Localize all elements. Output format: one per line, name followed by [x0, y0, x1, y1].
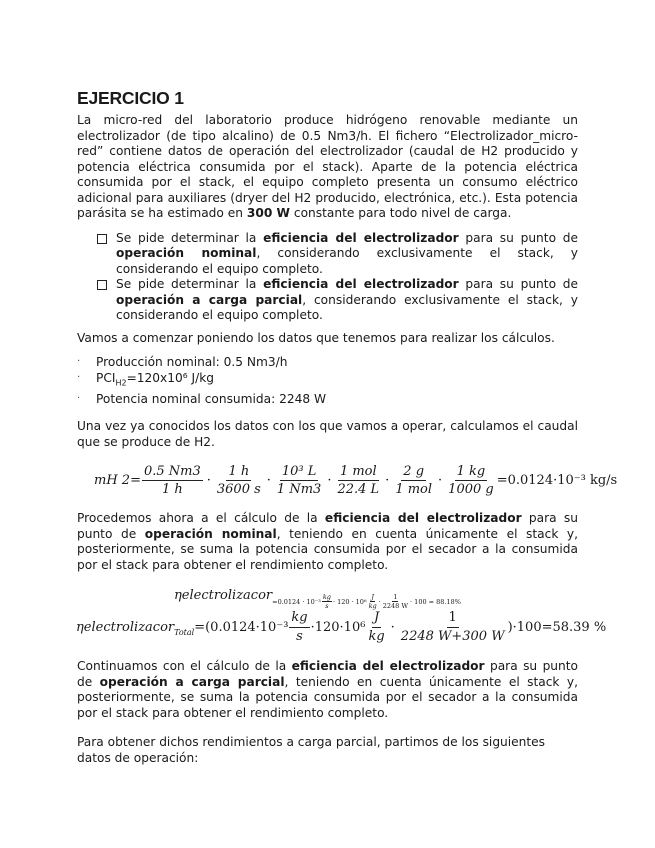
task-item-nominal: Se pide determinar la eficiencia del electrolizador para su punto de operación nominal, considerando exclusivamente el stack, y considerando el equipo completo.: [97, 231, 578, 278]
exercise-title: EJERCICIO 1: [77, 88, 184, 108]
checkbox-icon: [97, 280, 107, 290]
intro-text: La micro-red del laboratorio produce hidrógeno renovable mediante un electrolizador (de tipo alcalino) de 0.5 Nm3/h. El fichero “Electrolizador_micro-red” contiene datos de operación del electrolizador (caudal de H2 producido y potencia eléctrica consumida por el stack). Aparte de la potencia eléctrica consumida por el stack, el equipo completo presenta un consumo eléctrico adicional para auxiliares (dryer del H2 producido, electrónica, etc.). Esta potencia parásita se ha estimado en: [77, 113, 578, 220]
data-item-production: · Producción nominal: 0.5 Nm3/h: [77, 355, 288, 369]
document-page: [76, 88, 618, 766]
bullet-icon: ·: [77, 356, 81, 367]
checkbox-icon: [97, 234, 107, 244]
partial-load-paragraph: Continuamos con el cálculo de la eficiencia del electrolizador para su punto de operación a carga parcial, teniendo en cuenta únicamente el stack y, posteriormente, se suma la potencia consumida por el secador a la consumida por el stack para obtener el rendimiento completo.: [77, 659, 579, 720]
total-efficiency-equation: ηelectrolizacor Total =(0.0124·10⁻³ $\frac{kg}{s}$ ·120·10⁶ $\frac{J}{kg}$ · $\frac{1}{2248 W+300 W}$ )·100=58.39 %: [76, 610, 607, 645]
intro-paragraph: [77, 113, 578, 222]
nominal-efficiency-paragraph: Procedemos ahora a el cálculo de la eficiencia del electrolizador para su punto de operación nominal, teniendo en cuenta únicamente el stack y, posteriormente, se suma la potencia consumida por el secador a la consumida por el stack para obtener el rendimiento completo.: [77, 511, 579, 572]
hydrogen-flow-equation: mH 2= $\frac{0.5 Nm3}{1 h}$ · $\frac{1 h}{3600 s}$ · $\frac{\text{10³ L}}{1 Nm3}$ · $\frac{\text{1 mol}}{22.4 L}$ · $\frac{2 g}{\text{1 mol}}$ · $\frac{1 kg}{1000 g}$ =0.0124·10⁻³ kg/s: [94, 464, 618, 498]
data-item-power: · Potencia nominal consumida: 2248 W: [77, 392, 327, 407]
data-intro: Vamos a comenzar poniendo los datos que tenemos para realizar los cálculos.: [77, 330, 555, 345]
intro-bold-power: 300 W: [246, 206, 290, 220]
task-checklist: [97, 231, 578, 324]
data-list: [77, 354, 578, 407]
bullet-icon: ·: [77, 372, 81, 383]
data-item-pci: · $PCI_{H2}=120x10^6$ J/kg: [77, 371, 215, 388]
intro-text-end: constante para todo nivel de carga.: [290, 206, 512, 220]
bullet-icon: ·: [77, 393, 81, 405]
stack-efficiency-equation: ηelectrolizacor =0.0124 · 10⁻³ $\frac{kg}{s}$ · 120 · 10⁶ $\frac{J}{kg}$ · $\frac{1}{2248 W}$ · 100 = 88.18%: [174, 588, 461, 611]
flow-intro: Una vez ya conocidos los datos con los que vamos a operar, calculamos el caudal que se produce de H2.: [77, 419, 578, 449]
task-item-partial: Se pide determinar la eficiencia del electrolizador para su punto de operación a carga parcial, considerando exclusivamente el stack, y considerando el equipo completo.: [97, 277, 578, 324]
final-paragraph: Para obtener dichos rendimientos a carga parcial, partimos de los siguientes datos de operación:: [77, 735, 546, 765]
